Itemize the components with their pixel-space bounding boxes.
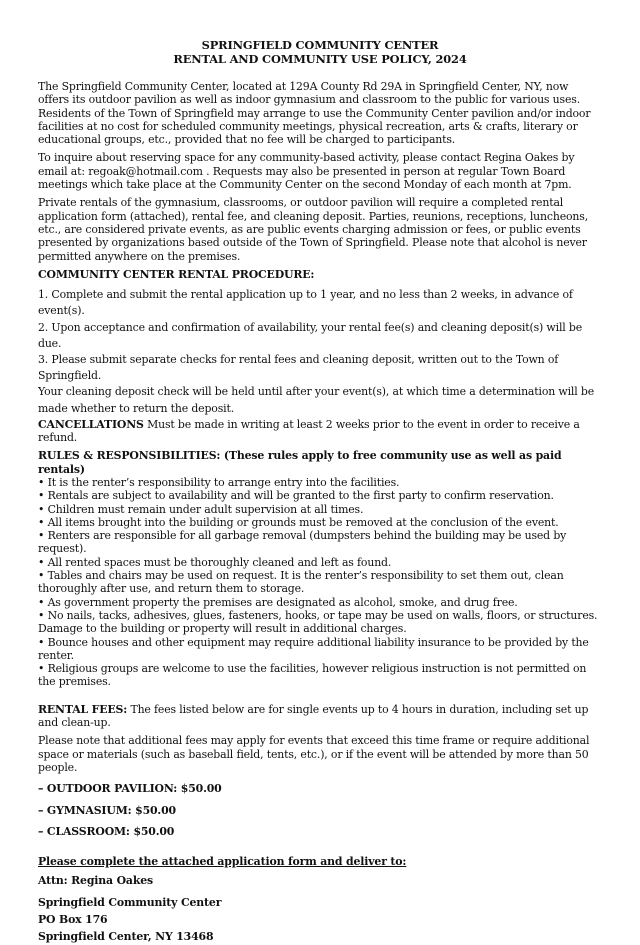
rental-fees-note: Please note that additional fees may apply for events that exceed this time frame or require additional space or materials (such as baseball field, tents, etc.), or if the event will be attended by more than 50 people.	[38, 734, 590, 774]
cancellations-label: CANCELLATIONS	[38, 417, 144, 431]
rental-fees-text: The fees listed below are for single events up to 4 hours in duration, including set up and clean-up.	[38, 702, 589, 730]
address-po-box: PO Box 176	[38, 912, 108, 926]
rental-fees-paragraph	[38, 703, 602, 730]
delivery-heading: Please complete the attached application form and deliver to:	[38, 855, 407, 869]
rule-item: • As government property the premises are designated as alcohol, smoke, and drug free.	[38, 595, 518, 609]
delivery-attn: Attn: Regina Oakes	[38, 874, 153, 888]
delivery-address	[38, 894, 602, 945]
rule-item: • Bounce houses and other equipment may require additional liability insurance to be provided by the renter.	[38, 635, 589, 662]
document-title	[38, 38, 602, 66]
deposit-line-1: Your cleaning deposit check will be held until after your event(s), at which time a determination will be	[38, 385, 595, 399]
rule-item: • It is the renter’s responsibility to arrange entry into the facilities.	[38, 475, 400, 489]
rule-item: • All rented spaces must be thoroughly cleaned and left as found.	[38, 555, 392, 569]
fee-classroom: – CLASSROOM: $50.00	[38, 824, 175, 838]
procedure-step-1: 1. Complete and submit the rental application up to 1 year, and no less than 2 weeks, in advance of event(s).	[38, 288, 573, 318]
rule-item: • Rentals are subject to availability and will be granted to the first party to confirm reservation.	[38, 489, 554, 503]
fee-gymnasium: – GYMNASIUM: $50.00	[38, 803, 176, 817]
procedure-steps	[38, 287, 602, 417]
cancellations-paragraph	[38, 418, 602, 445]
rule-item: • Tables and chairs may be used on request. It is the renter’s responsibility to set them out, clean thoroughly after use, and return them to storage.	[38, 569, 564, 596]
procedure-step-2: 2. Upon acceptance and confirmation of availability, your rental fee(s) and cleaning deposit(s) will be due.	[38, 320, 583, 350]
rule-item: • Religious groups are welcome to use the facilities, however religious instruction is not permitted on the premises.	[38, 662, 587, 689]
intro-paragraph-2: To inquire about reserving space for any community-based activity, please contact Regina Oakes by email at: regoak@hotmail.com . Requests may also be presented in person at regular Town Board meetings which take place at the Community Center on the second Monday of each month at 7pm.	[38, 151, 575, 192]
rules-heading: RULES & RESPONSIBILITIES: (These rules apply to free community use as well as paid rentals)	[38, 449, 562, 476]
title-line-2: RENTAL AND COMMUNITY USE POLICY, 2024	[173, 52, 467, 66]
address-organization: Springfield Community Center	[38, 895, 222, 909]
rule-item: • No nails, tacks, adhesives, glues, fasteners, hooks, or tape may be used on walls, floors, or structures. Damage to the building or property will result in additional charges.	[38, 608, 598, 636]
title-line-1: SPRINGFIELD COMMUNITY CENTER	[201, 38, 439, 52]
rental-fees-label: RENTAL FEES:	[38, 702, 128, 716]
intro-paragraph-3: Private rentals of the gymnasium, classrooms, or outdoor pavilion will require a completed rental application form (attached), rental fee, and cleaning deposit. Parties, reunions, receptions, luncheons, etc., are considered private events, as are public events charging admission or fees, or public events presented by organizations based outside of the Town of Springfield. Please note that alcohol is never permitted anywhere on the premises.	[38, 196, 589, 263]
cancellations-text: Must be made in writing at least 2 weeks prior to the event in order to receive a refund.	[38, 417, 580, 445]
rule-item: • All items brought into the building or grounds must be removed at the conclusion of the event.	[38, 515, 559, 529]
rule-item: • Children must remain under adult supervision at all times.	[38, 502, 364, 516]
deposit-line-2: made whether to return the deposit.	[38, 401, 235, 415]
address-city: Springfield Center, NY 13468	[38, 929, 214, 943]
procedure-step-3: 3. Please submit separate checks for rental fees and cleaning deposit, written out to the Town of Springfield.	[38, 352, 559, 383]
rule-item: • Renters are responsible for all garbage removal (dumpsters behind the building may be used by request).	[38, 529, 567, 556]
procedure-heading: COMMUNITY CENTER RENTAL PROCEDURE:	[38, 267, 315, 281]
intro-paragraph-1: The Springfield Community Center, located at 129A County Rd 29A in Springfield Center, NY, now offers its outdoor pavilion as well as indoor gymnasium and classroom to the public for various uses. Residents of the Town of Springfield may arrange to use the Community Center pavilion and/or indoor facilities at no cost for scheduled community meetings, physical recreation, arts & crafts, literary or educational groups, etc., provided that no fee will be charged to participants.	[38, 80, 591, 147]
rules-list	[38, 476, 602, 689]
fee-outdoor-pavilion: – OUTDOOR PAVILION: $50.00	[38, 782, 222, 796]
